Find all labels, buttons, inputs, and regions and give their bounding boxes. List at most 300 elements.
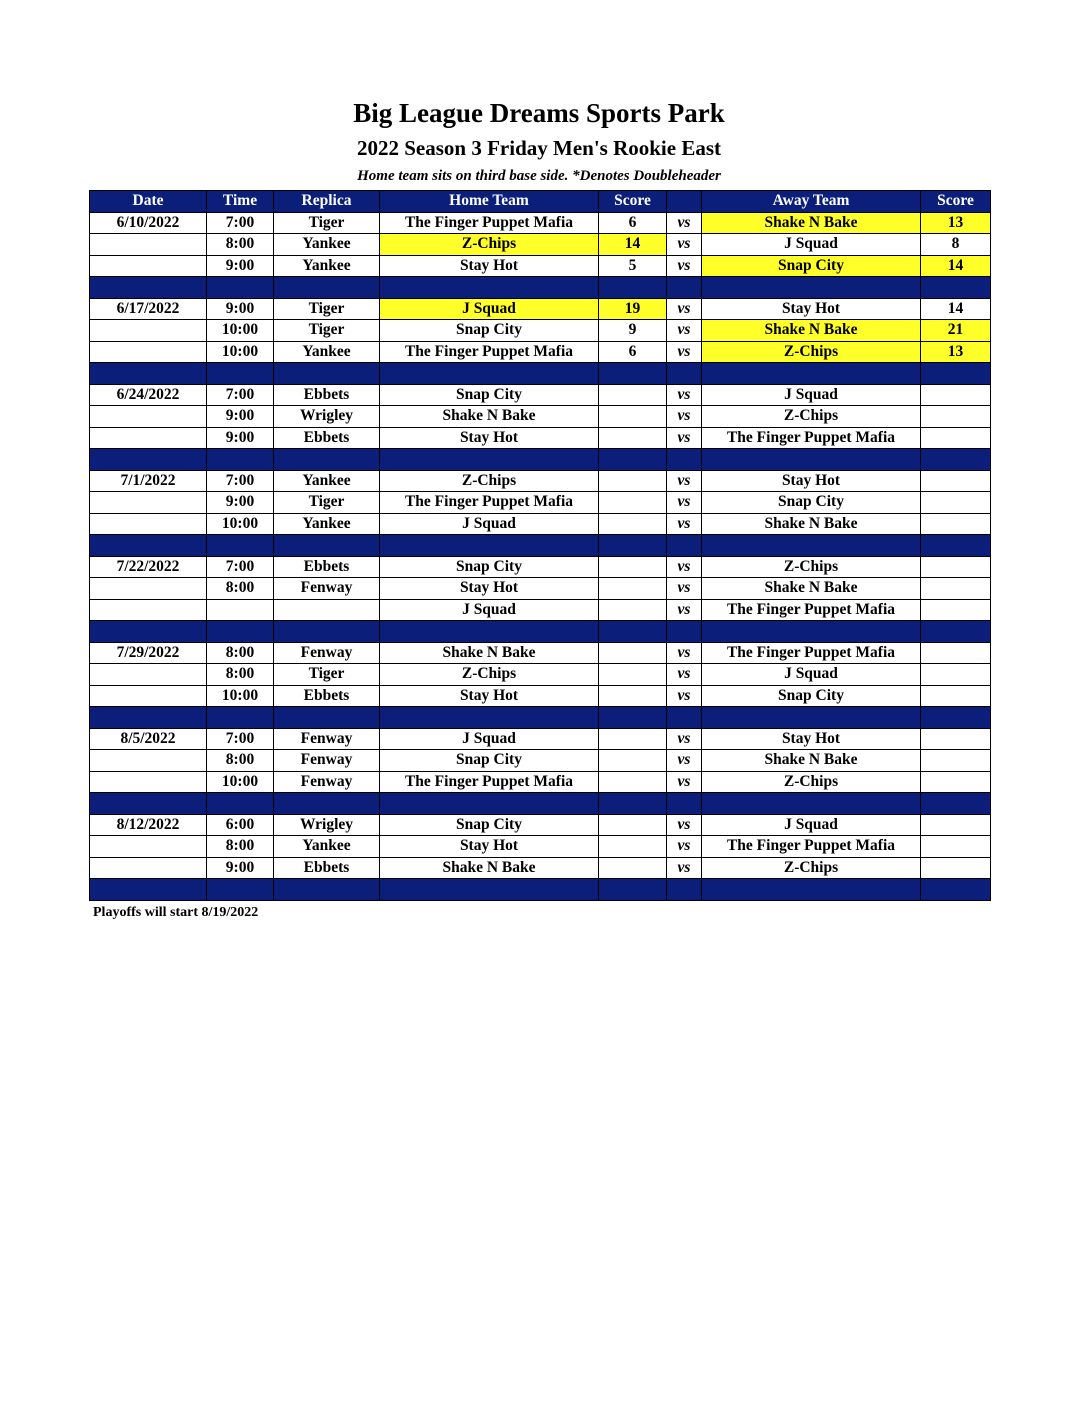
game-date: 6/10/2022 [90,212,207,234]
away-score [921,750,991,772]
separator-cell [702,621,921,643]
game-date: 7/22/2022 [90,556,207,578]
table-row [90,814,991,836]
away-score [921,642,991,664]
separator-cell [207,535,274,557]
game-date [90,836,207,858]
away-team: Z-Chips [702,406,921,428]
home-team: The Finger Puppet Mafia [380,341,599,363]
vs-label: vs [667,578,702,600]
home-team: Snap City [380,384,599,406]
game-time: 9:00 [207,492,274,514]
home-team: J Squad [380,728,599,750]
separator-cell [599,793,667,815]
playoffs-note: Playoffs will start 8/19/2022 [93,905,259,920]
table-row [90,492,991,514]
away-score [921,470,991,492]
separator-cell [207,277,274,299]
vs-label: vs [667,771,702,793]
table-row [90,771,991,793]
separator-cell [274,793,380,815]
column-header-home-team: Home Team [380,191,599,213]
separator-cell [702,449,921,471]
game-time: 7:00 [207,556,274,578]
separator-cell [667,535,702,557]
separator-cell [380,879,599,901]
away-team: Stay Hot [702,298,921,320]
separator-cell [702,535,921,557]
table-row [90,556,991,578]
table-row [90,664,991,686]
page-note: Home team sits on third base side. *Denotes Doubleheader [357,168,721,184]
away-team: Shake N Bake [702,513,921,535]
away-team: The Finger Puppet Mafia [702,427,921,449]
away-score [921,427,991,449]
away-team: The Finger Puppet Mafia [702,836,921,858]
separator-cell [380,621,599,643]
separator-cell [667,707,702,729]
game-date [90,234,207,256]
home-team: The Finger Puppet Mafia [380,771,599,793]
separator-cell [207,363,274,385]
game-date [90,664,207,686]
separator-cell [921,621,991,643]
column-header-time: Time [207,191,274,213]
separator-cell [667,277,702,299]
separator-cell [921,879,991,901]
game-date: 8/12/2022 [90,814,207,836]
separator-cell [599,277,667,299]
vs-label: vs [667,728,702,750]
separator-cell [702,277,921,299]
home-team: Stay Hot [380,255,599,277]
home-score [599,814,667,836]
separator-cell [274,621,380,643]
game-time: 9:00 [207,427,274,449]
game-replica: Fenway [274,578,380,600]
game-replica: Fenway [274,771,380,793]
separator-cell [90,363,207,385]
away-score [921,857,991,879]
column-header-date: Date [90,191,207,213]
separator-cell [90,793,207,815]
separator-cell [667,879,702,901]
away-score [921,814,991,836]
separator-cell [599,535,667,557]
home-score [599,771,667,793]
away-team: Z-Chips [702,556,921,578]
vs-label: vs [667,513,702,535]
separator-cell [921,707,991,729]
separator-cell [274,449,380,471]
home-score: 5 [599,255,667,277]
separator-cell [380,277,599,299]
game-time: 10:00 [207,341,274,363]
table-row [90,836,991,858]
home-score [599,470,667,492]
away-score: 21 [921,320,991,342]
game-time: 7:00 [207,212,274,234]
home-score [599,513,667,535]
column-header-away-team: Away Team [702,191,921,213]
separator-cell [599,879,667,901]
separator-cell [380,363,599,385]
home-score: 14 [599,234,667,256]
separator-cell [667,793,702,815]
away-team: Shake N Bake [702,578,921,600]
separator-cell [90,535,207,557]
game-replica [274,599,380,621]
column-header-home-score: Score [599,191,667,213]
away-team: Stay Hot [702,470,921,492]
separator-cell [921,793,991,815]
away-score: 14 [921,255,991,277]
game-replica: Fenway [274,750,380,772]
game-date [90,857,207,879]
away-team: Snap City [702,685,921,707]
schedule-body [90,212,991,900]
vs-label: vs [667,492,702,514]
home-score [599,664,667,686]
game-date [90,320,207,342]
separator-cell [599,363,667,385]
table-row [90,298,991,320]
vs-label: vs [667,836,702,858]
away-team: Shake N Bake [702,212,921,234]
separator-cell [599,621,667,643]
game-replica: Yankee [274,513,380,535]
home-team: Stay Hot [380,578,599,600]
game-date [90,750,207,772]
separator-cell [921,535,991,557]
game-time: 7:00 [207,728,274,750]
table-row [90,406,991,428]
separator-cell [667,449,702,471]
game-time: 7:00 [207,384,274,406]
game-time: 8:00 [207,664,274,686]
page-title: Big League Dreams Sports Park [353,98,725,128]
away-score [921,599,991,621]
separator-cell [702,363,921,385]
away-team: The Finger Puppet Mafia [702,642,921,664]
table-row [90,513,991,535]
home-team: Snap City [380,556,599,578]
separator-cell [380,793,599,815]
table-row [90,857,991,879]
separator-cell [90,277,207,299]
column-header-replica: Replica [274,191,380,213]
game-date: 6/17/2022 [90,298,207,320]
table-row [90,384,991,406]
vs-label: vs [667,814,702,836]
separator-cell [599,707,667,729]
schedule-header-row [90,191,991,213]
away-team: J Squad [702,384,921,406]
home-team: J Squad [380,298,599,320]
week-separator-row [90,363,991,385]
home-team: The Finger Puppet Mafia [380,212,599,234]
home-score [599,857,667,879]
home-team: The Finger Puppet Mafia [380,492,599,514]
game-replica: Wrigley [274,814,380,836]
game-date: 6/24/2022 [90,384,207,406]
home-score [599,750,667,772]
home-score [599,427,667,449]
vs-label: vs [667,234,702,256]
game-replica: Yankee [274,341,380,363]
separator-cell [274,277,380,299]
game-replica: Ebbets [274,556,380,578]
game-date: 7/1/2022 [90,470,207,492]
separator-cell [274,707,380,729]
game-time: 9:00 [207,406,274,428]
separator-cell [921,449,991,471]
home-team: J Squad [380,599,599,621]
separator-cell [90,707,207,729]
table-row [90,234,991,256]
away-team: The Finger Puppet Mafia [702,599,921,621]
home-team: Shake N Bake [380,642,599,664]
game-time [207,599,274,621]
game-time: 7:00 [207,470,274,492]
away-score [921,685,991,707]
home-team: Snap City [380,320,599,342]
away-score [921,728,991,750]
separator-cell [207,793,274,815]
vs-label: vs [667,255,702,277]
away-score [921,664,991,686]
separator-cell [667,363,702,385]
home-team: Z-Chips [380,470,599,492]
game-replica: Ebbets [274,685,380,707]
away-score [921,384,991,406]
home-score: 9 [599,320,667,342]
game-date [90,341,207,363]
vs-label: vs [667,750,702,772]
game-time: 8:00 [207,578,274,600]
home-score [599,599,667,621]
vs-label: vs [667,406,702,428]
table-row [90,427,991,449]
home-team: Shake N Bake [380,406,599,428]
game-time: 10:00 [207,685,274,707]
away-team: Stay Hot [702,728,921,750]
separator-cell [702,879,921,901]
game-date [90,427,207,449]
home-score: 6 [599,341,667,363]
away-score: 13 [921,212,991,234]
home-team: Stay Hot [380,427,599,449]
game-replica: Tiger [274,492,380,514]
vs-label: vs [667,384,702,406]
table-row [90,341,991,363]
game-replica: Ebbets [274,857,380,879]
home-team: Snap City [380,814,599,836]
home-team: J Squad [380,513,599,535]
away-team: Snap City [702,492,921,514]
table-row [90,578,991,600]
table-row [90,212,991,234]
vs-label: vs [667,427,702,449]
week-separator-row [90,879,991,901]
away-team: J Squad [702,234,921,256]
away-team: Snap City [702,255,921,277]
vs-label: vs [667,556,702,578]
week-separator-row [90,707,991,729]
column-header-away-score: Score [921,191,991,213]
away-team: J Squad [702,664,921,686]
game-time: 8:00 [207,642,274,664]
schedule-table [89,190,991,901]
away-score [921,406,991,428]
game-time: 6:00 [207,814,274,836]
separator-cell [599,449,667,471]
week-separator-row [90,449,991,471]
vs-label: vs [667,857,702,879]
home-team: Stay Hot [380,836,599,858]
away-team: J Squad [702,814,921,836]
separator-cell [90,879,207,901]
game-time: 8:00 [207,750,274,772]
separator-cell [921,277,991,299]
table-row [90,320,991,342]
home-score [599,685,667,707]
home-score [599,728,667,750]
game-time: 10:00 [207,771,274,793]
game-replica: Yankee [274,470,380,492]
separator-cell [274,535,380,557]
game-date [90,599,207,621]
game-time: 10:00 [207,320,274,342]
game-date [90,513,207,535]
week-separator-row [90,793,991,815]
away-score [921,836,991,858]
game-replica: Yankee [274,255,380,277]
game-time: 8:00 [207,234,274,256]
home-score: 19 [599,298,667,320]
game-replica: Tiger [274,298,380,320]
game-date [90,406,207,428]
away-team: Shake N Bake [702,750,921,772]
away-score: 13 [921,341,991,363]
away-score: 8 [921,234,991,256]
game-replica: Tiger [274,664,380,686]
separator-cell [207,707,274,729]
game-time: 9:00 [207,298,274,320]
game-date [90,255,207,277]
game-date [90,771,207,793]
game-replica: Ebbets [274,427,380,449]
home-team: Stay Hot [380,685,599,707]
away-score [921,578,991,600]
page-subtitle: 2022 Season 3 Friday Men's Rookie East [356,136,721,160]
game-date [90,685,207,707]
away-team: Z-Chips [702,857,921,879]
vs-label: vs [667,320,702,342]
table-row [90,599,991,621]
table-row [90,750,991,772]
separator-cell [380,707,599,729]
game-replica: Tiger [274,320,380,342]
game-date: 8/5/2022 [90,728,207,750]
game-replica: Yankee [274,836,380,858]
game-replica: Wrigley [274,406,380,428]
away-score [921,771,991,793]
away-team: Z-Chips [702,771,921,793]
home-score [599,578,667,600]
game-time: 10:00 [207,513,274,535]
away-score: 14 [921,298,991,320]
game-date [90,578,207,600]
home-team: Z-Chips [380,664,599,686]
separator-cell [207,449,274,471]
home-team: Z-Chips [380,234,599,256]
vs-label: vs [667,470,702,492]
separator-cell [702,707,921,729]
vs-label: vs [667,664,702,686]
game-time: 9:00 [207,857,274,879]
home-score [599,406,667,428]
game-replica: Fenway [274,642,380,664]
week-separator-row [90,621,991,643]
separator-cell [90,621,207,643]
away-score [921,513,991,535]
home-score [599,492,667,514]
separator-cell [380,535,599,557]
separator-cell [380,449,599,471]
table-row [90,470,991,492]
game-replica: Fenway [274,728,380,750]
home-score [599,836,667,858]
table-row [90,728,991,750]
vs-label: vs [667,642,702,664]
game-time: 9:00 [207,255,274,277]
vs-label: vs [667,298,702,320]
home-score: 6 [599,212,667,234]
table-row [90,642,991,664]
game-date: 7/29/2022 [90,642,207,664]
separator-cell [207,879,274,901]
home-score [599,556,667,578]
column-header-vs [667,191,702,213]
game-time: 8:00 [207,836,274,858]
home-score [599,642,667,664]
separator-cell [207,621,274,643]
game-replica: Ebbets [274,384,380,406]
separator-cell [702,793,921,815]
home-score [599,384,667,406]
game-replica: Tiger [274,212,380,234]
vs-label: vs [667,212,702,234]
vs-label: vs [667,341,702,363]
table-row [90,685,991,707]
away-score [921,556,991,578]
separator-cell [90,449,207,471]
game-date [90,492,207,514]
away-score [921,492,991,514]
game-replica: Yankee [274,234,380,256]
away-team: Shake N Bake [702,320,921,342]
separator-cell [274,363,380,385]
vs-label: vs [667,685,702,707]
away-team: Z-Chips [702,341,921,363]
separator-cell [667,621,702,643]
home-team: Snap City [380,750,599,772]
vs-label: vs [667,599,702,621]
table-row [90,255,991,277]
separator-cell [274,879,380,901]
separator-cell [921,363,991,385]
